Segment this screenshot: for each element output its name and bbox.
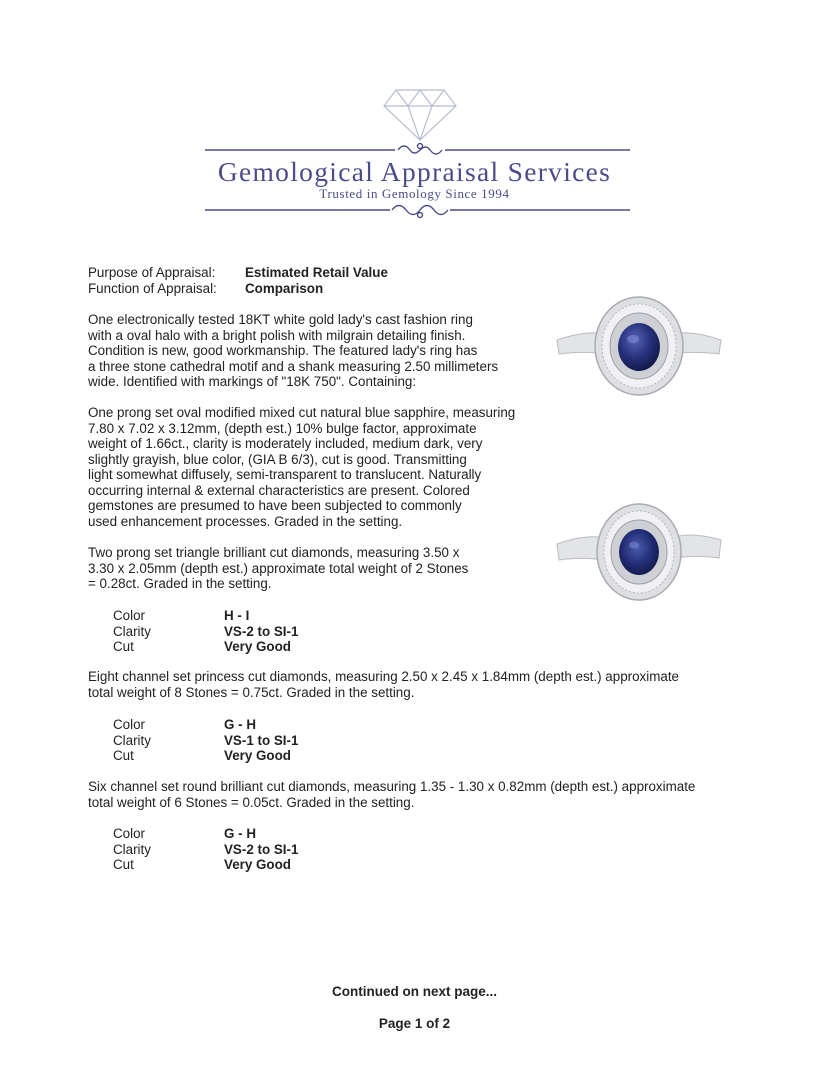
color-label: Color bbox=[113, 826, 145, 841]
clarity-value: VS-2 to SI-1 bbox=[224, 841, 299, 857]
text-line: used enhancement processes. Graded in the setting. bbox=[88, 513, 403, 529]
text-line: = 0.28ct. Graded in the setting. bbox=[88, 576, 272, 591]
text-line: slightly grayish, blue color, (GIA B 6/3), cut is good. Transmitting bbox=[88, 451, 467, 467]
text-line: Six channel set round brilliant cut diamonds, measuring 1.35 - 1.30 x 0.82mm (depth est.) approximate bbox=[88, 779, 696, 794]
text-line: Two prong set triangle brilliant cut diamonds, measuring 3.50 x bbox=[88, 545, 460, 560]
ring-photo-angled-view bbox=[553, 500, 725, 612]
clarity-label: Clarity bbox=[113, 732, 151, 748]
text-line: wide. Identified with markings of "18K 750". Containing: bbox=[88, 374, 417, 389]
ring-photo-top-view bbox=[553, 292, 725, 404]
bottom-ornament-rule bbox=[205, 206, 630, 218]
text-line: 3.30 x 2.05mm (depth est.) approximate total weight of 2 Stones bbox=[88, 560, 469, 576]
grade-labels-princess bbox=[113, 717, 151, 764]
text-line: 7.80 x 7.02 x 3.12mm, (depth est.) 10% bulge factor, approximate bbox=[88, 420, 477, 436]
text-line: a three stone cathedral motif and a shank measuring 2.50 millimeters bbox=[88, 358, 499, 374]
brand-subtitle: Trusted in Gemology Since 1994 bbox=[319, 186, 510, 201]
text-line: One electronically tested 18KT white gold lady's cast fashion ring bbox=[88, 312, 473, 327]
clarity-label: Clarity bbox=[113, 841, 151, 857]
text-line: Condition is new, good workmanship. The featured lady's ring has bbox=[88, 343, 478, 358]
ring-description bbox=[88, 312, 498, 390]
sapphire-description bbox=[88, 405, 515, 529]
grade-values-round bbox=[224, 826, 298, 873]
text-line: gemstones are presumed to have been subjected to commonly bbox=[88, 498, 462, 513]
text-line: One prong set oval modified mixed cut natural blue sapphire, measuring bbox=[88, 405, 516, 420]
purpose-label: Purpose of Appraisal: bbox=[88, 265, 216, 280]
cut-value: Very Good bbox=[224, 748, 291, 763]
page-number: Page 1 of 2 bbox=[378, 1016, 451, 1031]
triangle-diamonds-description bbox=[88, 545, 468, 592]
color-label: Color bbox=[113, 717, 145, 732]
text-line: total weight of 6 Stones = 0.05ct. Graded in the setting. bbox=[88, 794, 415, 810]
color-value: H - I bbox=[224, 608, 250, 623]
text-line: light somewhat diffusely, semi-transparent to translucent. Naturally bbox=[88, 467, 482, 482]
brand-title: Gemological Appraisal Services bbox=[217, 156, 612, 187]
princess-diamonds-description bbox=[88, 669, 679, 700]
cut-label: Cut bbox=[113, 857, 134, 872]
text-line: weight of 1.66ct., clarity is moderately included, medium dark, very bbox=[88, 436, 483, 451]
top-ornament-rule bbox=[205, 144, 630, 155]
function-label: Function of Appraisal: bbox=[88, 281, 217, 296]
continued-note: Continued on next page... bbox=[332, 984, 497, 999]
clarity-value: VS-1 to SI-1 bbox=[224, 732, 299, 748]
round-diamonds-description bbox=[88, 779, 695, 810]
color-value: G - H bbox=[224, 826, 256, 841]
grade-labels-round bbox=[113, 826, 151, 873]
text-line: occurring internal & external characteristics are present. Colored bbox=[88, 482, 470, 498]
cut-value: Very Good bbox=[224, 857, 291, 872]
function-value: Comparison bbox=[245, 281, 324, 296]
text-line: with a oval halo with a bright polish with milgrain detailing finish. bbox=[88, 327, 466, 343]
clarity-label: Clarity bbox=[113, 623, 151, 639]
color-value: G - H bbox=[224, 717, 256, 732]
cut-label: Cut bbox=[113, 748, 134, 763]
cut-label: Cut bbox=[113, 639, 134, 654]
purpose-value: Estimated Retail Value bbox=[245, 265, 388, 280]
color-label: Color bbox=[113, 608, 145, 623]
clarity-value: VS-2 to SI-1 bbox=[224, 623, 299, 639]
grade-labels-triangle bbox=[113, 608, 151, 655]
diamond-icon bbox=[384, 90, 456, 140]
text-line: total weight of 8 Stones = 0.75ct. Graded in the setting. bbox=[88, 684, 415, 700]
text-line: Eight channel set princess cut diamonds, measuring 2.50 x 2.45 x 1.84mm (depth est.) approximate bbox=[88, 669, 679, 684]
grade-values-triangle bbox=[224, 608, 298, 655]
company-logo bbox=[0, 78, 829, 228]
grade-values-princess bbox=[224, 717, 298, 764]
cut-value: Very Good bbox=[224, 639, 291, 654]
